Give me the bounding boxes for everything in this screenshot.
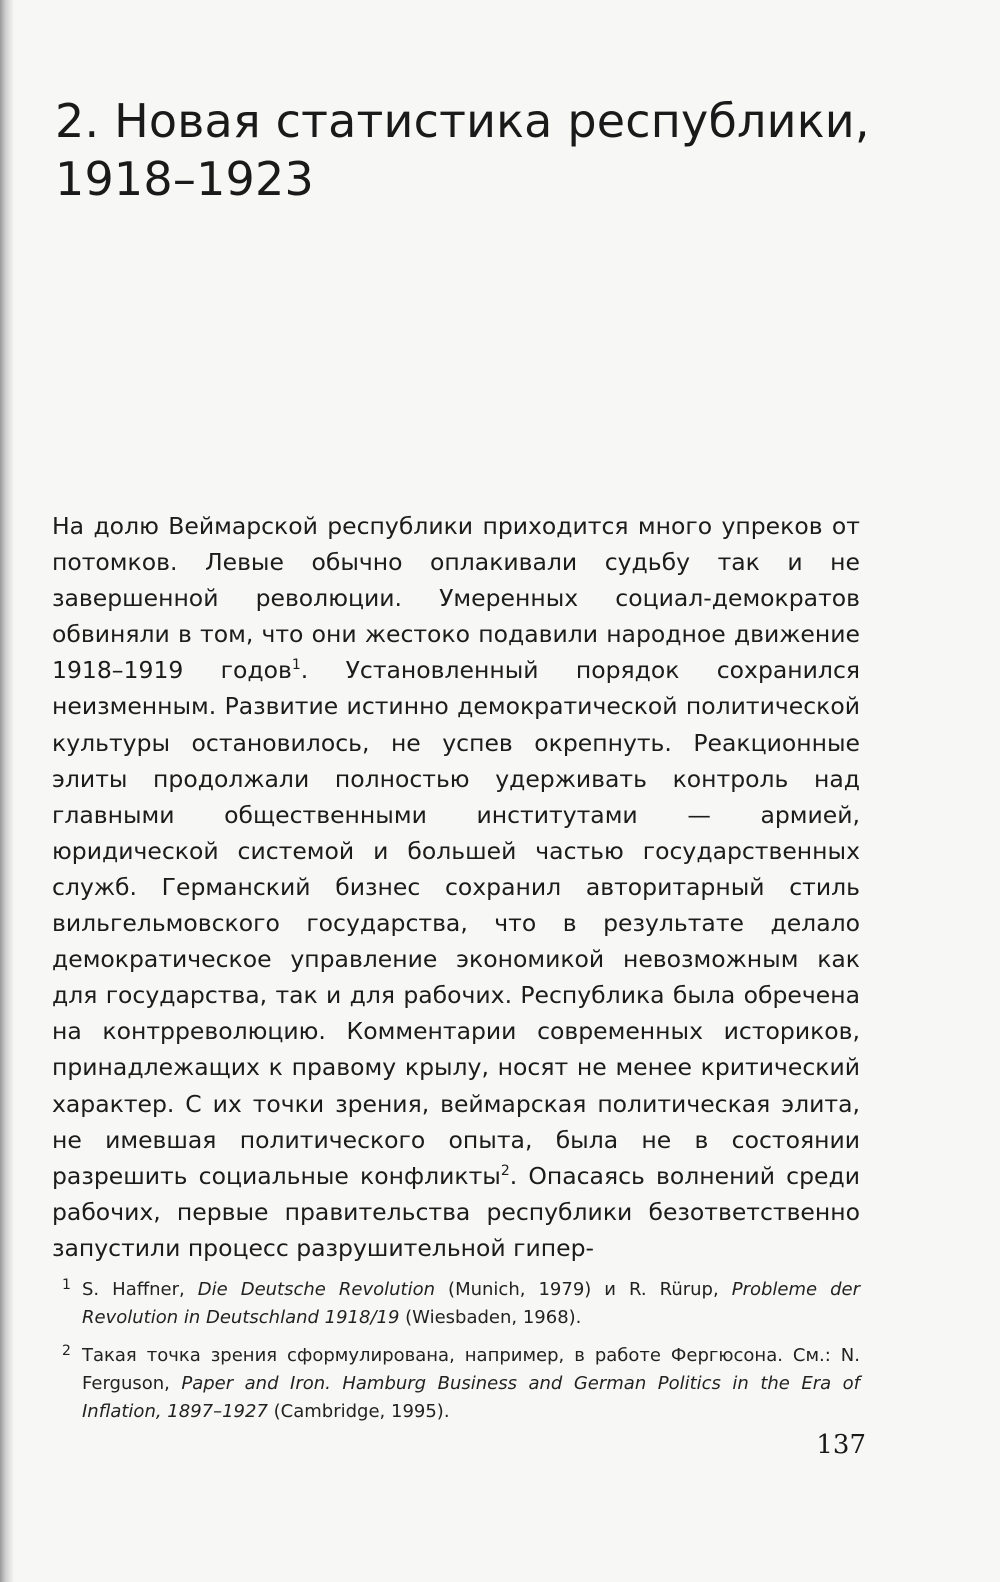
footnote-2	[62, 1342, 860, 1426]
body-paragraph	[52, 508, 860, 1266]
footnote-1-author: S. Haffner,	[82, 1279, 198, 1300]
body-text-part-2: . Установленный порядок сохранился неизменным. Развитие истинно демократической политической культуры остановилось, не успев окрепнуть. Реакционные элиты продолжали полностью удерживать контроль над главными общественными институтами — армией, юридической системой и большей частью государственных служб. Германский бизнес сохранил авторитарный стиль вильгельмовского государства, что в результате делало демократическое управление экономикой невозможным как для государства, так и для рабочих. Республика была обречена на контрреволюцию. Комментарии современных историков, принадлежащих к правому крылу, носят не менее критический характер. С их точки зрения, веймарская политическая элита, не имевшая политического опыта, была не в состоянии разрешить социальные конфликты	[52, 656, 860, 1190]
footnote-2-publication: (Cambridge, 1995).	[267, 1401, 450, 1422]
footnote-reference-1: 1	[291, 657, 301, 674]
chapter-title	[55, 92, 875, 208]
footnote-1-title-1: Die Deutsche Revolution	[197, 1279, 436, 1300]
footnote-1-publication-1: (Munich, 1979) и R. Rürup,	[435, 1279, 732, 1300]
footnote-number-1: 1	[62, 1277, 71, 1293]
footnote-number-2: 2	[62, 1343, 71, 1359]
chapter-title-line-2: 1918–1923	[55, 152, 314, 206]
chapter-title-line-1: 2. Новая статистика республики,	[55, 94, 870, 148]
footnote-1-publication-2: (Wiesbaden, 1968).	[399, 1307, 582, 1328]
body-text-part-1: На долю Веймарской республики приходится много упреков от потомков. Левые обычно оплакивали судьбу так и не завершенной революции. Умеренных социал-демократов обвиняли в том, что они жестоко подавили народное движение 1918–1919 годов	[52, 512, 860, 685]
footnote-2-text: Такая точка зрения сформулирована, например, в работе Фергюсона. См.: N. Ferguson,	[82, 1345, 860, 1394]
footnote-reference-2: 2	[500, 1162, 510, 1179]
footnote-2-title: Paper and Iron. Hamburg Business and German Politics in the Era of Inflation, 1897–1927	[82, 1373, 860, 1422]
page-number: 137	[816, 1430, 866, 1460]
footnotes	[62, 1276, 860, 1436]
footnote-1	[62, 1276, 860, 1332]
page-edge-shadow	[0, 0, 14, 1582]
body-text-part-3: . Опасаясь волнений среди рабочих, первые правительства республики безответственно запустили процесс разрушительной гипер-	[52, 1161, 860, 1262]
footnote-1-title-2: Probleme der Revolution in Deutschland 1918/19	[82, 1279, 861, 1328]
